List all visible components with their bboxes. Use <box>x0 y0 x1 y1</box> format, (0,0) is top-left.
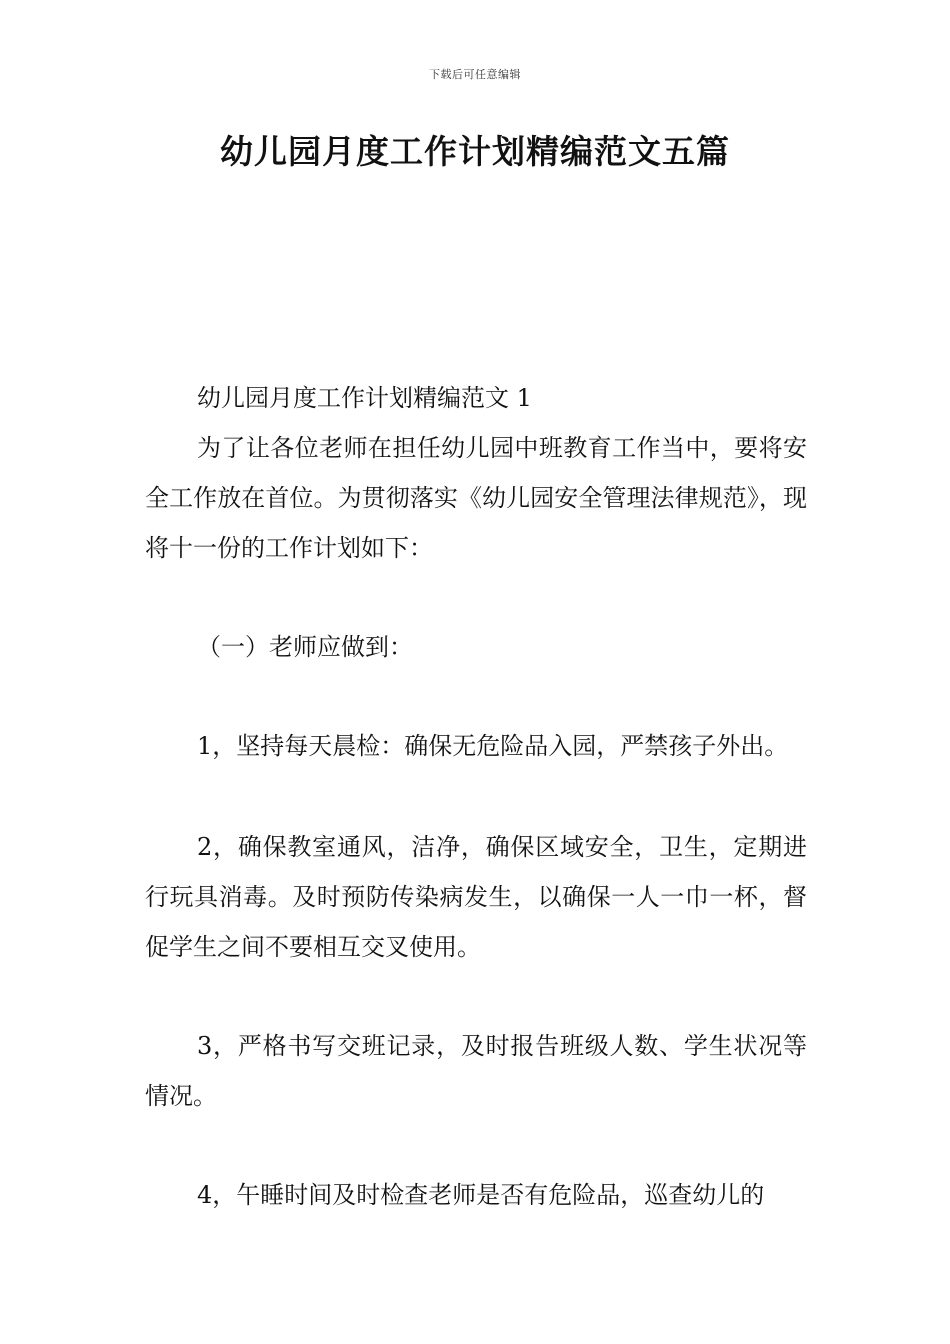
section-heading: 幼儿园月度工作计划精编范文 1 <box>197 384 532 412</box>
header-note: 下载后可任意编辑 <box>429 68 521 81</box>
intro-paragraph: 为了让各位老师在担任幼儿园中班教育工作当中，要将安全工作放在首位。为贯彻落实《幼儿园安全管理法律规范》，现将十一份的工作计划如下： <box>145 434 807 562</box>
list-item: 2，确保教室通风，洁净，确保区域安全，卫生，定期进行玩具消毒。及时预防传染病发生，以确保一人一巾一杯，督促学生之间不要相互交叉使用。 <box>145 833 807 961</box>
list-item: 1，坚持每天晨检：确保无危险品入园，严禁孩子外出。 <box>197 732 789 760</box>
document-title: 幼儿园月度工作计划精编范文五篇 <box>220 132 730 171</box>
list-item: 4，午睡时间及时检查老师是否有危险品，巡查幼儿的 <box>197 1181 765 1209</box>
subheading: （一）老师应做到： <box>197 633 413 661</box>
list-item: 3，严格书写交班记录，及时报告班级人数、学生状况等情况。 <box>145 1032 807 1110</box>
